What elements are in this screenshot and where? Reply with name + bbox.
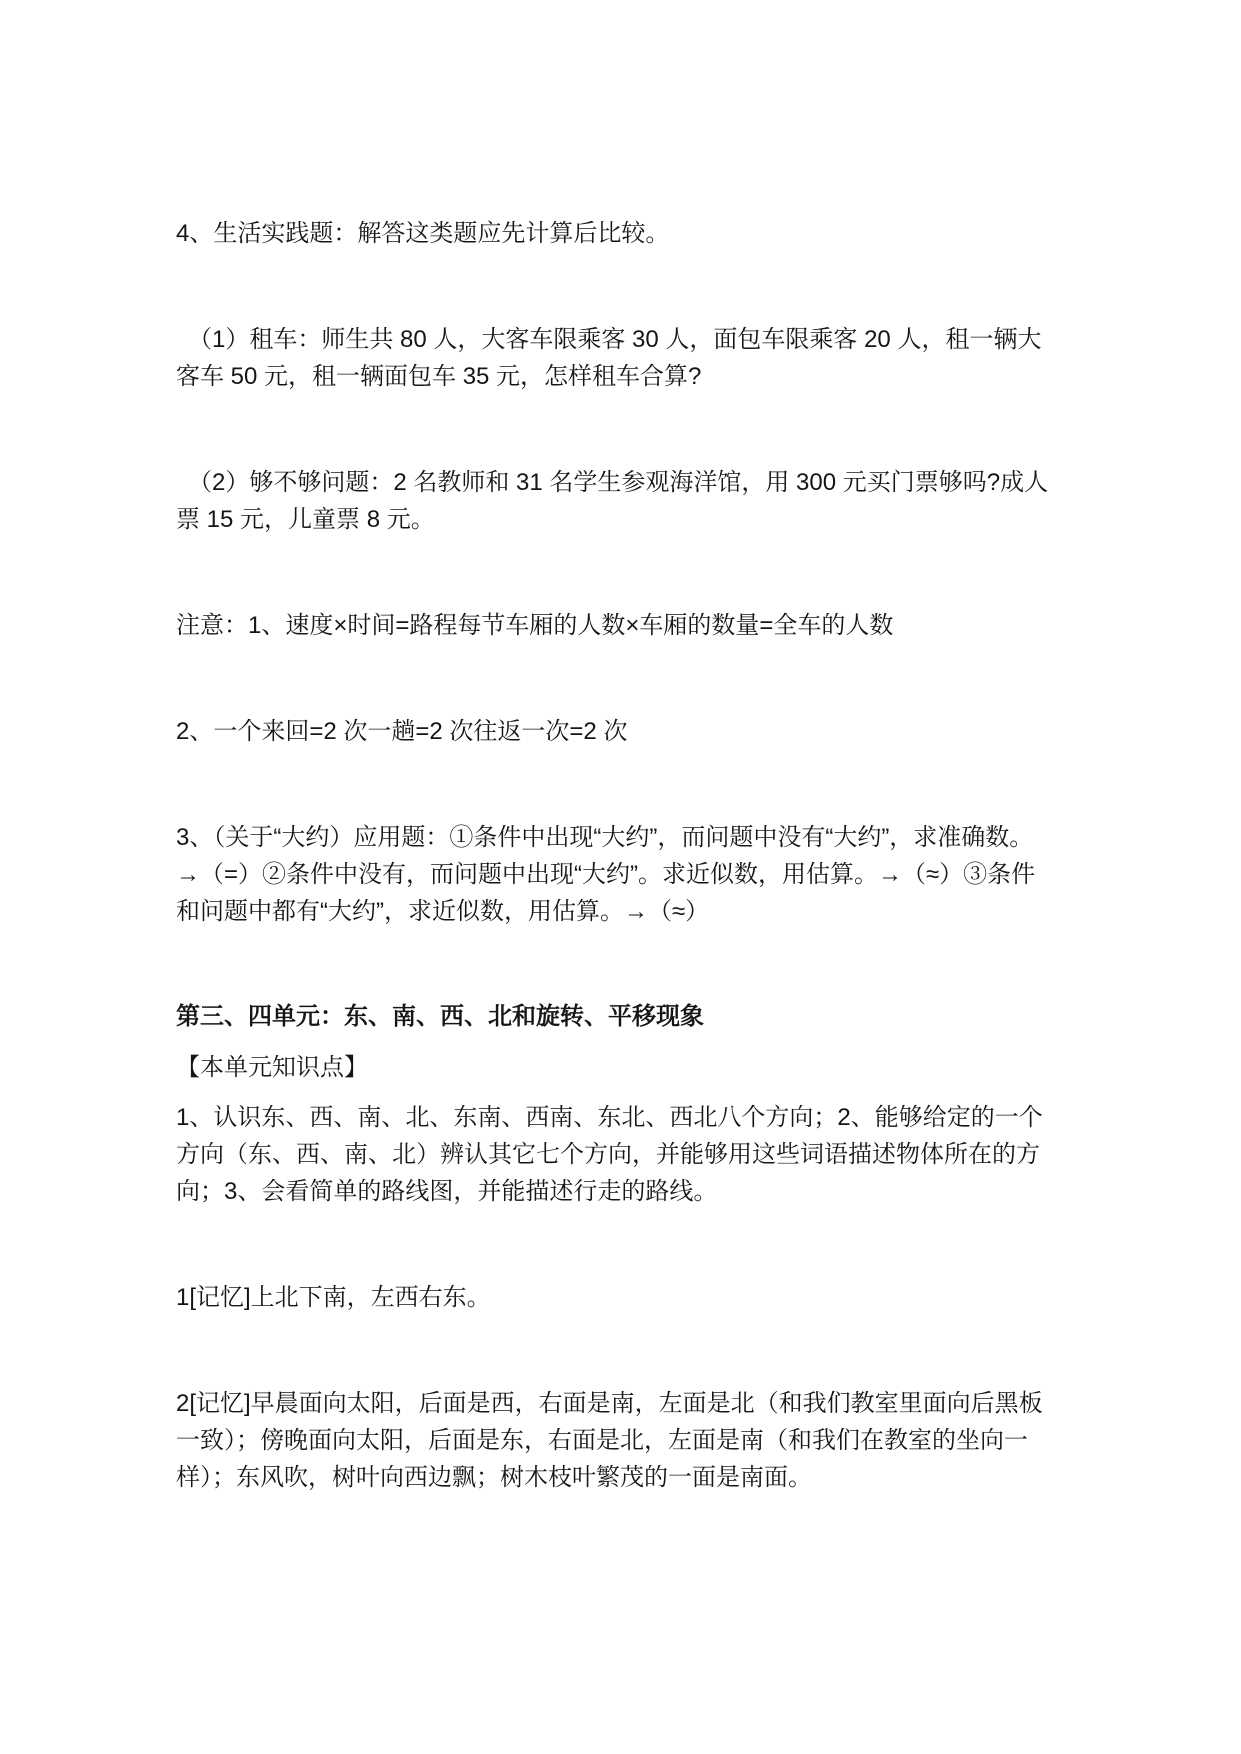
- paragraph-practice-intro: 4、生活实践题：解答这类题应先计算后比较。: [176, 220, 670, 247]
- paragraph-rental-problem: （1）租车：师生共 80 人，大客车限乘客 30 人，面包车限乘客 20 人，租一辆大客车 50 元，租一辆面包车 35 元，怎样租车合算?: [176, 326, 1042, 390]
- paragraph-knowledge-points: 1、认识东、西、南、北、东南、西南、东北、西北八个方向；2、能够给定的一个方向（东、西、南、北）辨认其它七个方向，并能够用这些词语描述物体所在的方向；3、会看简单的路线图，并能描述行走的路线。: [176, 1104, 1043, 1205]
- paragraph-note-speed-formula: 注意：1、速度×时间=路程每节车厢的人数×车厢的数量=全车的人数: [176, 612, 894, 639]
- section-heading-unit-3-4: 第三、四单元：东、南、西、北和旋转、平移现象: [176, 1004, 704, 1030]
- paragraph-memory-rule-1: 1[记忆]上北下南，左西右东。: [176, 1284, 491, 1311]
- paragraph-note-approximation: 3、（关于“大约）应用题：①条件中出现“大约”，而问题中没有“大约”，求准确数。→（=）②条件中没有，而问题中出现“大约”。求近似数，用估算。→（≈）③条件和问题中都有“大约”，求近似数，用估算。→（≈）: [176, 824, 1036, 925]
- paragraph-enough-money-problem: （2）够不够问题：2 名教师和 31 名学生参观海洋馆，用 300 元买门票够吗?成人票 15 元，儿童票 8 元。: [176, 469, 1049, 533]
- paragraph-note-round-trip: 2、一个来回=2 次一趟=2 次往返一次=2 次: [176, 718, 628, 745]
- subheading-knowledge-points: 【本单元知识点】: [176, 1054, 368, 1081]
- paragraph-memory-rule-2: 2[记忆]早晨面向太阳，后面是西，右面是南，左面是北（和我们教室里面向后黑板一致）；傍晚面向太阳，后面是东，右面是北，左面是南（和我们在教室的坐向一样）；东风吹，树叶向西边飘；树木枝叶繁茂的一面是南面。: [176, 1390, 1043, 1491]
